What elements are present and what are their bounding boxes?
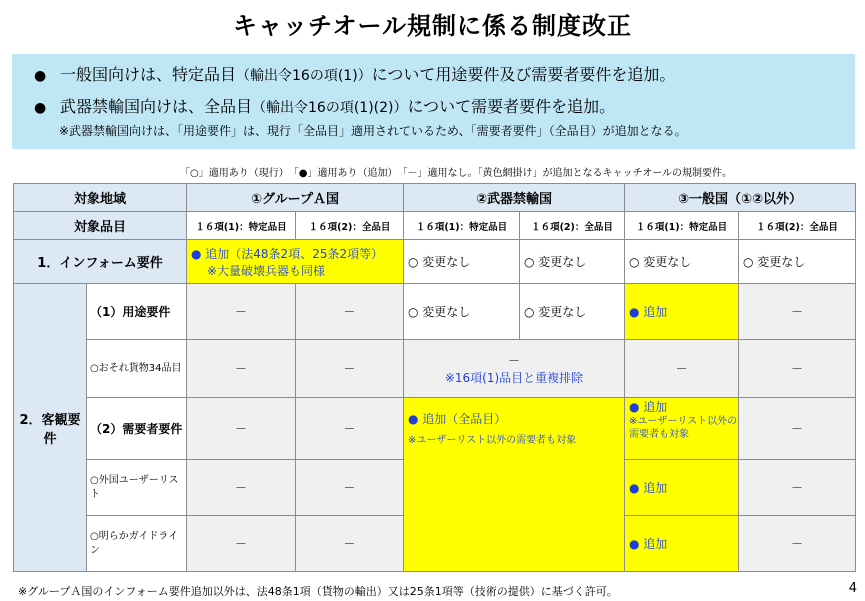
row-label-cargo: ○おそれ貨物34品目 xyxy=(87,340,187,398)
cell-usage-general-specific xyxy=(625,284,739,340)
cell-user-group-a-all: － xyxy=(296,398,404,460)
bullet-icon: ● xyxy=(34,68,47,84)
subheader-all: １６項(2)：全品目 xyxy=(739,212,856,240)
summary-line1-text-b: について用途要件及び需要者要件を追加。 xyxy=(371,65,676,84)
cargo-arms-dash: － xyxy=(507,353,520,368)
cell-usage-arms-all: ○ 変更なし xyxy=(520,284,625,340)
subheader-specific: １６項(1)：特定品目 xyxy=(187,212,296,240)
summary-line1-text: 一般国向けは、特定品目 xyxy=(60,65,237,84)
cell-inform-arms-all: ○ 変更なし xyxy=(520,240,625,284)
cell-cargo-general-specific: － xyxy=(625,340,739,398)
cell-cargo-arms xyxy=(404,340,625,398)
summary-line1-paren: （輸出令16の項(1)） xyxy=(236,68,372,84)
row-label-objective: 2．客観要件 xyxy=(14,284,87,572)
cell-inform-general-specific: ○ 変更なし xyxy=(625,240,739,284)
header-region: 対象地域 xyxy=(14,184,187,212)
cell-inform-group-a xyxy=(187,240,404,284)
cell-cargo-group-a-all: － xyxy=(296,340,404,398)
cell-inform-general-all: ○ 変更なし xyxy=(739,240,856,284)
cell-usage-general-all: － xyxy=(739,284,856,340)
cargo-dup-note: ※16項(1)品目と重複排除 xyxy=(444,370,584,385)
subheader-specific: １６項(1)：特定品目 xyxy=(625,212,739,240)
subheader-all: １６項(2)：全品目 xyxy=(296,212,404,240)
cell-usage-arms-specific: ○ 変更なし xyxy=(404,284,520,340)
summary-line2-text: 武器禁輸国向けは、全品目 xyxy=(60,97,253,116)
inform-note-text: ※大量破壊兵器も同様 xyxy=(207,263,326,278)
cell-foreign-group-a-specific: － xyxy=(187,460,296,516)
summary-note: ※武器禁輸国向けは、「用途要件」は、現行「全品目」適用されているため、「需要者要件」（全品目）が追加となる。 xyxy=(59,124,687,138)
row-label-user: （2）需要者要件 xyxy=(87,398,187,460)
cell-foreign-general-specific xyxy=(625,460,739,516)
footer-note: ※グループＡ国のインフォーム要件追加以外は、法48条1項（貨物の輸出）又は25条1項等（技術の提供）に基づく許可。 xyxy=(18,585,618,598)
summary-line-2 xyxy=(34,94,615,117)
cell-inform-arms-specific: ○ 変更なし xyxy=(404,240,520,284)
cell-guide-general-specific xyxy=(625,516,739,572)
subheader-specific: １６項(1)：特定品目 xyxy=(404,212,520,240)
foreign-add-text: ● 追加 xyxy=(629,481,668,495)
header-items: 対象品目 xyxy=(14,212,187,240)
cell-foreign-general-all: － xyxy=(739,460,856,516)
cell-foreign-group-a-all: － xyxy=(296,460,404,516)
row-label-inform: 1．インフォーム要件 xyxy=(14,240,187,284)
row-label-guideline: ○明らかガイドライン xyxy=(87,516,187,572)
page-number: 4 xyxy=(848,581,857,596)
cell-usage-group-a-all: － xyxy=(296,284,404,340)
cell-cargo-group-a-specific: － xyxy=(187,340,296,398)
cell-usage-group-a-specific: － xyxy=(187,284,296,340)
subheader-all: １６項(2)：全品目 xyxy=(520,212,625,240)
summary-line2-text-b: について需要者要件を追加。 xyxy=(407,97,616,116)
user-general-note: ※ユーザーリスト以外の需要者も対象 xyxy=(629,416,738,440)
cell-guide-group-a-specific: － xyxy=(187,516,296,572)
summary-box xyxy=(12,54,855,149)
cell-user-arms xyxy=(404,398,625,572)
cell-guide-general-all: － xyxy=(739,516,856,572)
guide-add-text: ● 追加 xyxy=(629,537,668,551)
cell-guide-group-a-all: － xyxy=(296,516,404,572)
header-arms-embargo: ②武器禁輸国 xyxy=(404,184,625,212)
usage-add-text: ● 追加 xyxy=(629,305,668,319)
regulation-table xyxy=(13,183,856,572)
user-general-add-text: ● 追加 xyxy=(629,400,668,414)
header-general: ③一般国（①②以外） xyxy=(625,184,856,212)
row-label-usage: （1）用途要件 xyxy=(87,284,187,340)
summary-line2-paren: （輸出令16の項(1)(2)） xyxy=(252,100,408,116)
user-arms-add-text: ● 追加（全品目） xyxy=(408,412,507,426)
cell-user-general-specific xyxy=(625,398,739,460)
cell-user-general-all: － xyxy=(739,398,856,460)
page-title: キャッチオール規制に係る制度改正 xyxy=(232,12,633,40)
user-arms-note: ※ユーザーリスト以外の需要者も対象 xyxy=(408,435,577,446)
bullet-icon: ● xyxy=(34,100,47,116)
summary-line-1 xyxy=(34,62,675,85)
inform-add-text: ● 追加（法48条2項、25条2項等） xyxy=(191,246,384,261)
cell-cargo-general-all: － xyxy=(739,340,856,398)
header-group-a: ①グループＡ国 xyxy=(187,184,404,212)
legend-note: 「○」適用あり（現行） 「●」適用あり（追加） 「－」適用なし。「黄色網掛け」が追加となるキャッチオールの規制要件。 xyxy=(180,168,733,179)
cell-user-group-a-specific: － xyxy=(187,398,296,460)
row-label-foreign-user-list: ○外国ユーザーリスト xyxy=(87,460,187,516)
